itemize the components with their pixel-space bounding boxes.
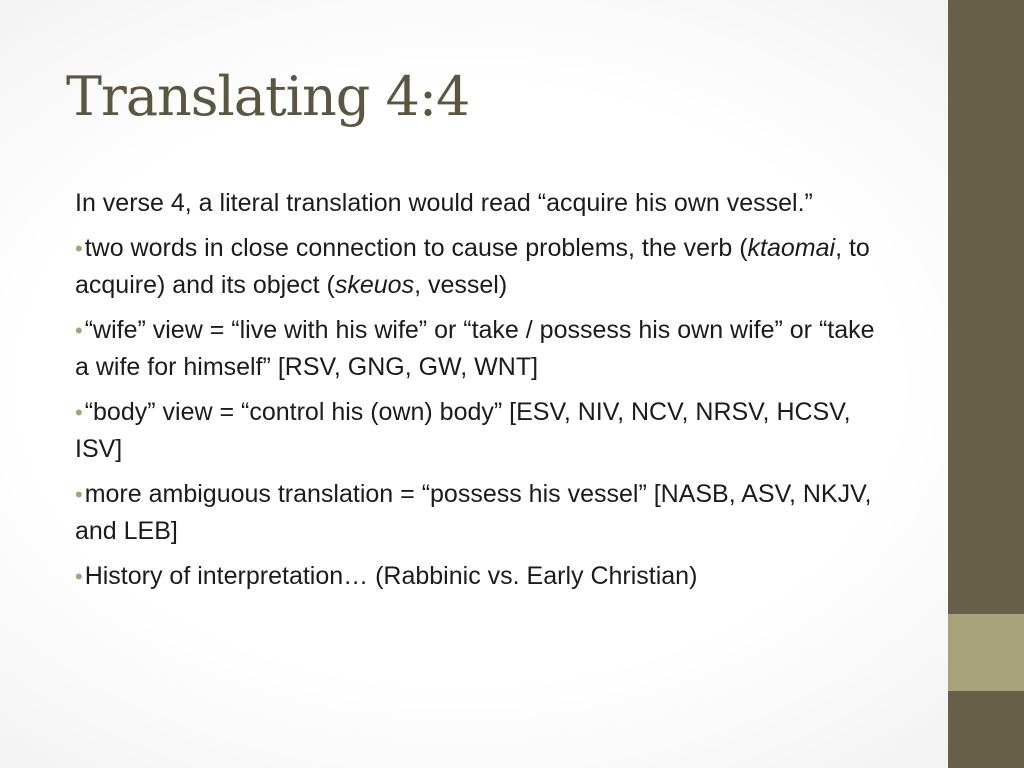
intro-paragraph [75,185,895,222]
bullet-icon: • [75,482,83,507]
bullet-text-before: two words in close connection to cause problems, the verb ( [84,234,748,262]
bullet-icon: • [75,400,83,425]
bullet-text-middle: , to acquire) and its object ( [75,234,870,299]
bullet-item [75,476,895,550]
bullet-icon: • [75,564,83,589]
bullet-icon: • [75,318,83,343]
bullet-item [75,312,895,386]
bullet-text: History of interpretation… (Rabbinic vs. Early Christian) [84,562,698,590]
bullet-text: more ambiguous translation = “possess his vessel” [NASB, ASV, NKJV, and LEB] [75,480,872,545]
intro-text: In verse 4, a literal translation would read “acquire his own vessel.” [75,189,813,217]
bullet-item [75,558,895,595]
bullet-item [75,230,895,304]
bullet-text: “wife” view = “live with his wife” or “take / possess his own wife” or “take a wife for himself” [RSV, GNG, GW, WNT] [75,316,875,381]
bullet-text: “body” view = “control his (own) body” [ESV, NIV, NCV, NRSV, HCSV, ISV] [75,398,851,463]
bullet-text-after: , vessel) [414,271,508,299]
bullet-item [75,394,895,468]
slide-body [75,185,895,603]
greek-term-ktaomai: ktaomai [747,234,836,262]
greek-term-skeuos: skeuos [334,271,415,299]
bullet-icon: • [75,236,83,261]
slide-title: Translating 4:4 [66,65,470,128]
sidebar-accent-block [948,614,1024,691]
